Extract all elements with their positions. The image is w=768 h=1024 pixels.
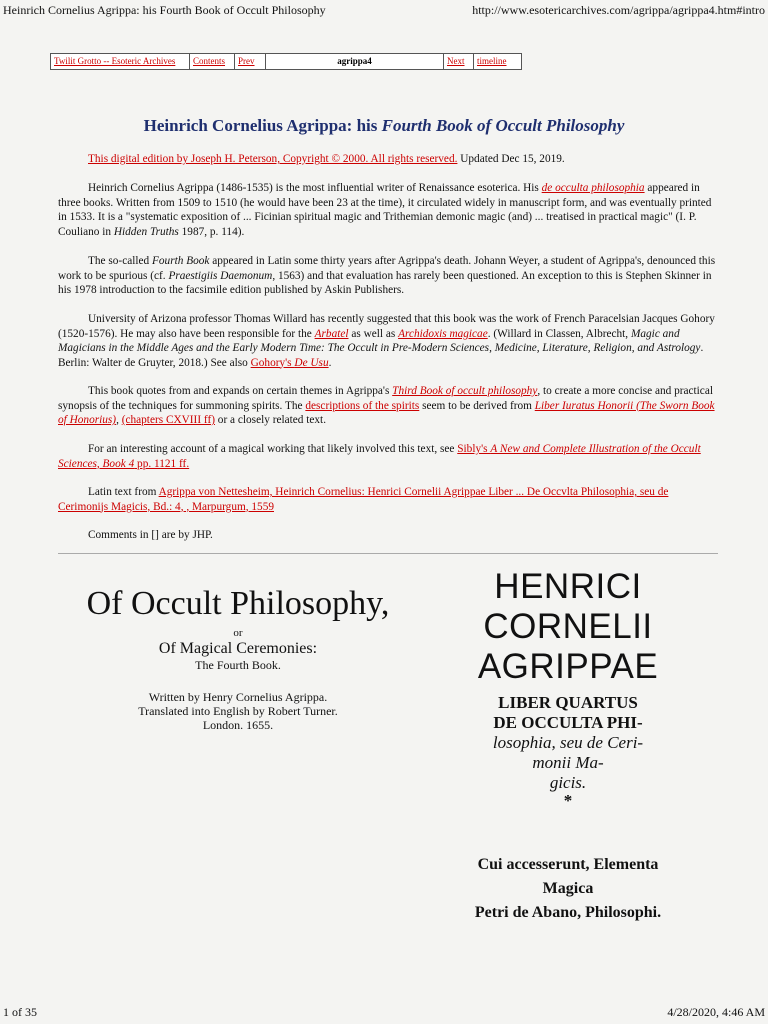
print-datetime: 4/28/2020, 4:46 AM bbox=[667, 1005, 765, 1019]
gohory-link-text: Gohory's bbox=[250, 356, 295, 369]
sibly-link-pages: pp. 1121 ff. bbox=[134, 457, 190, 470]
text: Latin text from bbox=[88, 486, 159, 498]
english-book: The Fourth Book. bbox=[195, 658, 281, 672]
text: appeared in three books. Written from 1509 to 1510 (he would have been 23 at the time), it circulated widely in manuscript form, and was eventually printed in 1533. It is a "systematic exposition of ... Ficinian spiritual magic and Trithemian demonic magic (and) ... treatised in practical magic" (I. P. Couliano in bbox=[58, 182, 712, 238]
print-header-url: http://www.esotericarchives.com/agrippa/agrippa4.htm#intro bbox=[472, 3, 765, 17]
print-header bbox=[3, 2, 765, 18]
latin-line-4: LIBER QUARTUS bbox=[498, 693, 638, 712]
de-usu-link-text: De Usu bbox=[294, 356, 329, 369]
latin-line-11: Petri de Abano, Philosophi. bbox=[474, 904, 662, 921]
nav-next-link[interactable]: Next bbox=[444, 54, 474, 69]
latin-line-2: CORNELII bbox=[483, 607, 653, 646]
updated-text: Updated Dec 15, 2019. bbox=[457, 153, 565, 165]
english-translated: Translated into English by Robert Turner. bbox=[138, 704, 338, 718]
text: , 1563) and that evaluation has rarely been questioned. An exception to this is Stephen Skinner in his 1978 introduction to the facsimile edition published by Askin Publishers. bbox=[58, 269, 712, 296]
text: . bbox=[328, 356, 332, 369]
intro-paragraph bbox=[58, 181, 718, 239]
latin-line-7: monii Ma- bbox=[532, 753, 604, 772]
latin-line-9: Cui accesserunt, Elementa bbox=[477, 856, 659, 873]
comments-paragraph bbox=[58, 528, 718, 543]
nav-timeline-link[interactable]: timeline bbox=[477, 56, 507, 66]
text: This book quotes from and expands on certain themes in Agrippa's bbox=[88, 385, 393, 397]
sibly-link-text: Sibly's bbox=[457, 443, 491, 455]
nav-contents-link[interactable]: Contents bbox=[190, 54, 235, 69]
english-written: Written by Henry Cornelius Agrippa. bbox=[148, 690, 328, 704]
text: University of Arizona professor Thomas Willard has recently suggested that this book was the work of French Paracelsian Jacques Gohory (1520-1576). He may also have been responsible for the bbox=[58, 313, 715, 340]
text: appeared in Latin some thirty years after Agrippa's death. Johann Weyer, a student of Agrippa's, denounced this work to be spurious (cf. bbox=[58, 255, 716, 282]
sibly-paragraph bbox=[58, 442, 718, 471]
text: seem to be derived from bbox=[419, 399, 535, 412]
text-italic: Hidden Truths bbox=[113, 225, 179, 238]
descriptions-link[interactable]: descriptions of the spirits bbox=[305, 399, 420, 412]
third-book-paragraph bbox=[58, 384, 718, 428]
sibly-link-italic: A New and Complete Illustration of the Occult Sciences, Book 4 bbox=[58, 443, 701, 470]
text: . Berlin: Walter de Gruyter, 2018.) See also bbox=[58, 342, 704, 369]
english-title-block bbox=[58, 584, 418, 732]
latin-line-6: losophia, seu de Ceri- bbox=[492, 733, 644, 752]
page-count: 1 of 35 bbox=[3, 1005, 37, 1019]
copyright-paragraph bbox=[58, 152, 718, 167]
comments-text: Comments in [] are by JHP. bbox=[88, 529, 213, 541]
page-title-prefix: Heinrich Cornelius Agrippa: his bbox=[143, 116, 382, 135]
latin-line-8: gicis. bbox=[549, 773, 587, 792]
chapters-link[interactable]: (chapters CXVIII ff) bbox=[121, 414, 215, 426]
text-italic: Magic and Magicians in the Middle Ages and the Early Modern Time: The Occult in Pre-Modern Sciences, Medicine, Literature, Religion, and Astrology bbox=[58, 327, 701, 354]
latin-line-3: AGRIPPAE bbox=[477, 647, 659, 686]
liber-iuratus-link[interactable]: Liber Iuratus Honorii (The Sworn Book of Honorius) bbox=[58, 399, 715, 426]
nav-bar bbox=[50, 53, 522, 70]
english-title: Of Occult Philosophy, bbox=[86, 585, 390, 622]
print-header-title: Heinrich Cornelius Agrippa: his Fourth Book of Occult Philosophy bbox=[3, 3, 326, 17]
print-footer bbox=[3, 1004, 765, 1020]
latin-source-paragraph bbox=[58, 485, 718, 514]
latin-line-10: Magica bbox=[542, 880, 594, 897]
willard-paragraph bbox=[58, 312, 718, 370]
latin-star: * bbox=[563, 791, 573, 810]
fourth-book-paragraph bbox=[58, 254, 718, 298]
page-title-italic: Fourth Book of Occult Philosophy bbox=[381, 116, 625, 135]
text: The so-called bbox=[88, 255, 152, 267]
text-italic: Praestigiis Daemonum bbox=[168, 269, 273, 282]
text: as well as bbox=[348, 327, 399, 340]
text: For an interesting account of a magical working that likely involved this text, see bbox=[88, 443, 458, 455]
third-book-link[interactable]: Third Book of occult philosophy bbox=[392, 385, 538, 397]
copyright-link[interactable]: This digital edition by Joseph H. Peterson, Copyright © 2000. All rights reserved. bbox=[88, 153, 458, 165]
arbatel-link[interactable]: Arbatel bbox=[314, 327, 349, 340]
english-subtitle: Of Magical Ceremonies: bbox=[158, 640, 318, 657]
text: , bbox=[116, 414, 122, 426]
nav-current-page: agrippa4 bbox=[266, 54, 444, 69]
gohory-link[interactable] bbox=[251, 357, 329, 369]
text: Heinrich Cornelius Agrippa (1486-1535) is the most influential writer of Renaissance esoterica. His bbox=[88, 182, 542, 194]
text-italic: Fourth Book bbox=[152, 255, 210, 267]
de-occulta-link[interactable]: de occulta philosophia bbox=[541, 182, 645, 194]
latin-title-block bbox=[418, 567, 718, 923]
latin-source-link[interactable]: Agrippa von Nettesheim, Heinrich Cornelius: Henrici Cornelii Agrippae Liber ... De Occvlta Philosophia, seu de Cerimonijs Magicis, Bd.: 4, , Marpurgum, 1559 bbox=[58, 486, 669, 513]
divider bbox=[58, 553, 718, 554]
english-or: or bbox=[233, 627, 243, 639]
text: . (Willard in Classen, Albrecht, bbox=[487, 327, 631, 340]
text: 1987, p. 114). bbox=[178, 225, 245, 238]
text: or a closely related text. bbox=[214, 414, 327, 426]
latin-line-5: DE OCCULTA PHI- bbox=[493, 713, 643, 732]
page-title bbox=[0, 116, 768, 136]
latin-line-1: HENRICI bbox=[494, 567, 642, 606]
archidoxis-link[interactable]: Archidoxis magicae bbox=[398, 327, 488, 340]
text: , to create a more concise and practical synopsis of the techniques for summoning spirits. The bbox=[58, 385, 713, 412]
nav-prev-link[interactable]: Prev bbox=[235, 54, 266, 69]
nav-home-link[interactable]: Twilit Grotto -- Esoteric Archives bbox=[51, 54, 190, 69]
english-place: London. 1655. bbox=[202, 718, 274, 732]
